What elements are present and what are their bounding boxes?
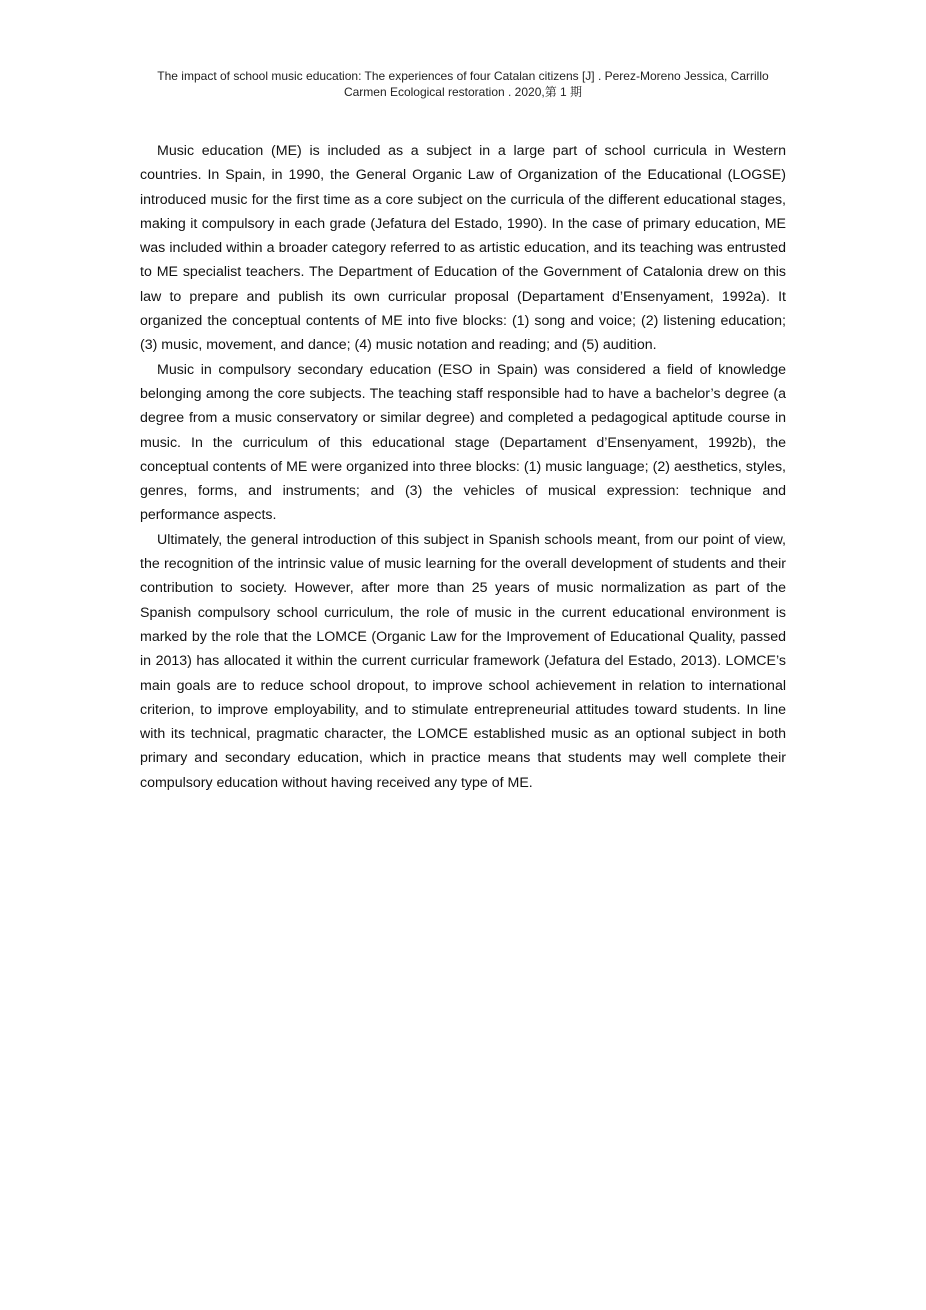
running-header	[140, 68, 786, 100]
paragraph-2: Music in compulsory secondary education (ESO in Spain) was considered a field of knowledge belonging among the core subjects. The teaching staff responsible had to have a bachelor’s degree (a degree from a music conservatory or similar degree) and completed a pedagogical aptitude course in music. In the curriculum of this educational stage (Departament d’Ensenyament, 1992b), the conceptual contents of ME were organized into three blocks: (1) music language; (2) aesthetics, styles, genres, forms, and instruments; and (3) the vehicles of musical expression: technique and performance aspects.	[140, 361, 786, 524]
paragraph-3: Ultimately, the general introduction of this subject in Spanish schools meant, from our point of view, the recognition of the intrinsic value of music learning for the overall development of students and their contribution to society. However, after more than 25 years of music normalization as part of the Spanish compulsory school curriculum, the role of music in the current educational environment is marked by the role that the LOMCE (Organic Law for the Improvement of Educational Quality, passed in 2013) has allocated it within the current curricular framework (Jefatura del Estado, 2013). LOMCE’s main goals are to reduce school dropout, to improve school achievement in relation to international criterion, to improve employability, and to stimulate entrepreneurial attitudes toward students. In line with its technical, pragmatic character, the LOMCE established music as an optional subject in both primary and secondary education, which in practice means that students may well complete their compulsory education without having received any type of ME.	[140, 531, 786, 791]
paragraph-1: Music education (ME) is included as a subject in a large part of school curricula in Western countries. In Spain, in 1990, the General Organic Law of Organization of the Educational (LOGSE) introduced music for the first time as a core subject on the curricula of the different educational stages, making it compulsory in each grade (Jefatura del Estado, 1990). In the case of primary education, ME was included within a broader category referred to as artistic education, and its teaching was entrusted to ME specialist teachers. The Department of Education of the Government of Catalonia drew on this law to prepare and publish its own curricular proposal (Departament d’Ensenyament, 1992a). It organized the conceptual contents of ME into five blocks: (1) song and voice; (2) listening education; (3) music, movement, and dance; (4) music notation and reading; and (5) audition.	[140, 143, 786, 354]
body-text	[140, 139, 786, 795]
header-citation-line-2: Carmen Ecological restoration . 2020,第 1 期	[343, 85, 583, 99]
header-citation-line-1: The impact of school music education: The experiences of four Catalan citizens [J] . Perez-Moreno Jessica, Carrillo	[157, 69, 769, 83]
